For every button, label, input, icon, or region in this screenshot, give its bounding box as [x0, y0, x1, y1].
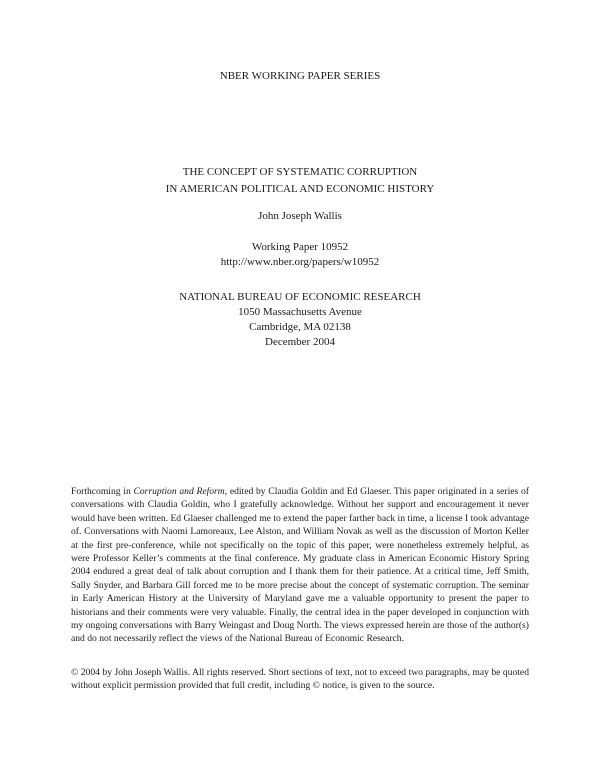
footnote-book-title: Corruption and Reform — [133, 486, 225, 497]
series-heading: NBER WORKING PAPER SERIES — [219, 70, 381, 82]
bureau-city: Cambridge, MA 02138 — [249, 321, 351, 333]
footnote-body: , edited by Claudia Goldin and Ed Glaeser. This paper originated in a series of conversations with Claudia Goldin, who I gratefully acknowledge. Without her support and encouragement it never would have been written. Ed Glaeser challenged me to extend the paper farther back in time, a license I took advantage of. Conversations with Naomi Lamoreaux, Lee Alston, and William Novak as well as the discussion of Morton Keller at the first pre-conference, while not specifically on the topic of this paper, were nonetheless extremely helpful, as were Professor Keller’s comments at the final conference. My graduate class in American Economic History Spring 2004 endured a great deal of talk about corruption and I thank them for their patience. At a critical time, Jeff Smith, Sally Snyder, and Barbara Gill forced me to be more precise about the concept of systematic corruption. The seminar in Early American History at the University of Maryland gave me a valuable opportunity to present the paper to historians and their comments were very valuable. Finally, the central idea in the paper developed in conjunction with my ongoing conversations with Barry Weingast and Doug North. The views expressed herein are those of the author(s) and do not necessarily reflect the views of the National Bureau of Economic Research. — [71, 486, 529, 645]
bureau-block — [0, 290, 600, 350]
copyright-notice: © 2004 by John Joseph Wallis. All rights reserved. Short sections of text, not to exceed two paragraphs, may be quoted without explicit permission provided that full credit, including © notice, is given to the source. — [71, 667, 529, 692]
footnote-prefix: Forthcoming in — [71, 486, 134, 497]
paper-title — [0, 164, 600, 198]
bureau-name: NATIONAL BUREAU OF ECONOMIC RESEARCH — [179, 291, 421, 303]
acknowledgement-footnote — [71, 485, 529, 646]
working-paper-number: Working Paper 10952 — [251, 241, 349, 253]
paper-title-line-2: IN AMERICAN POLITICAL AND ECONOMIC HISTORY — [165, 183, 435, 195]
paper-title-line-1: THE CONCEPT OF SYSTEMATIC CORRUPTION — [182, 166, 418, 178]
author-name: John Joseph Wallis — [258, 210, 342, 222]
bureau-date: December 2004 — [265, 336, 335, 348]
working-paper-url[interactable]: http://www.nber.org/papers/w10952 — [220, 256, 380, 268]
working-paper-info — [0, 240, 600, 270]
bureau-street: 1050 Massachusetts Avenue — [238, 306, 362, 318]
